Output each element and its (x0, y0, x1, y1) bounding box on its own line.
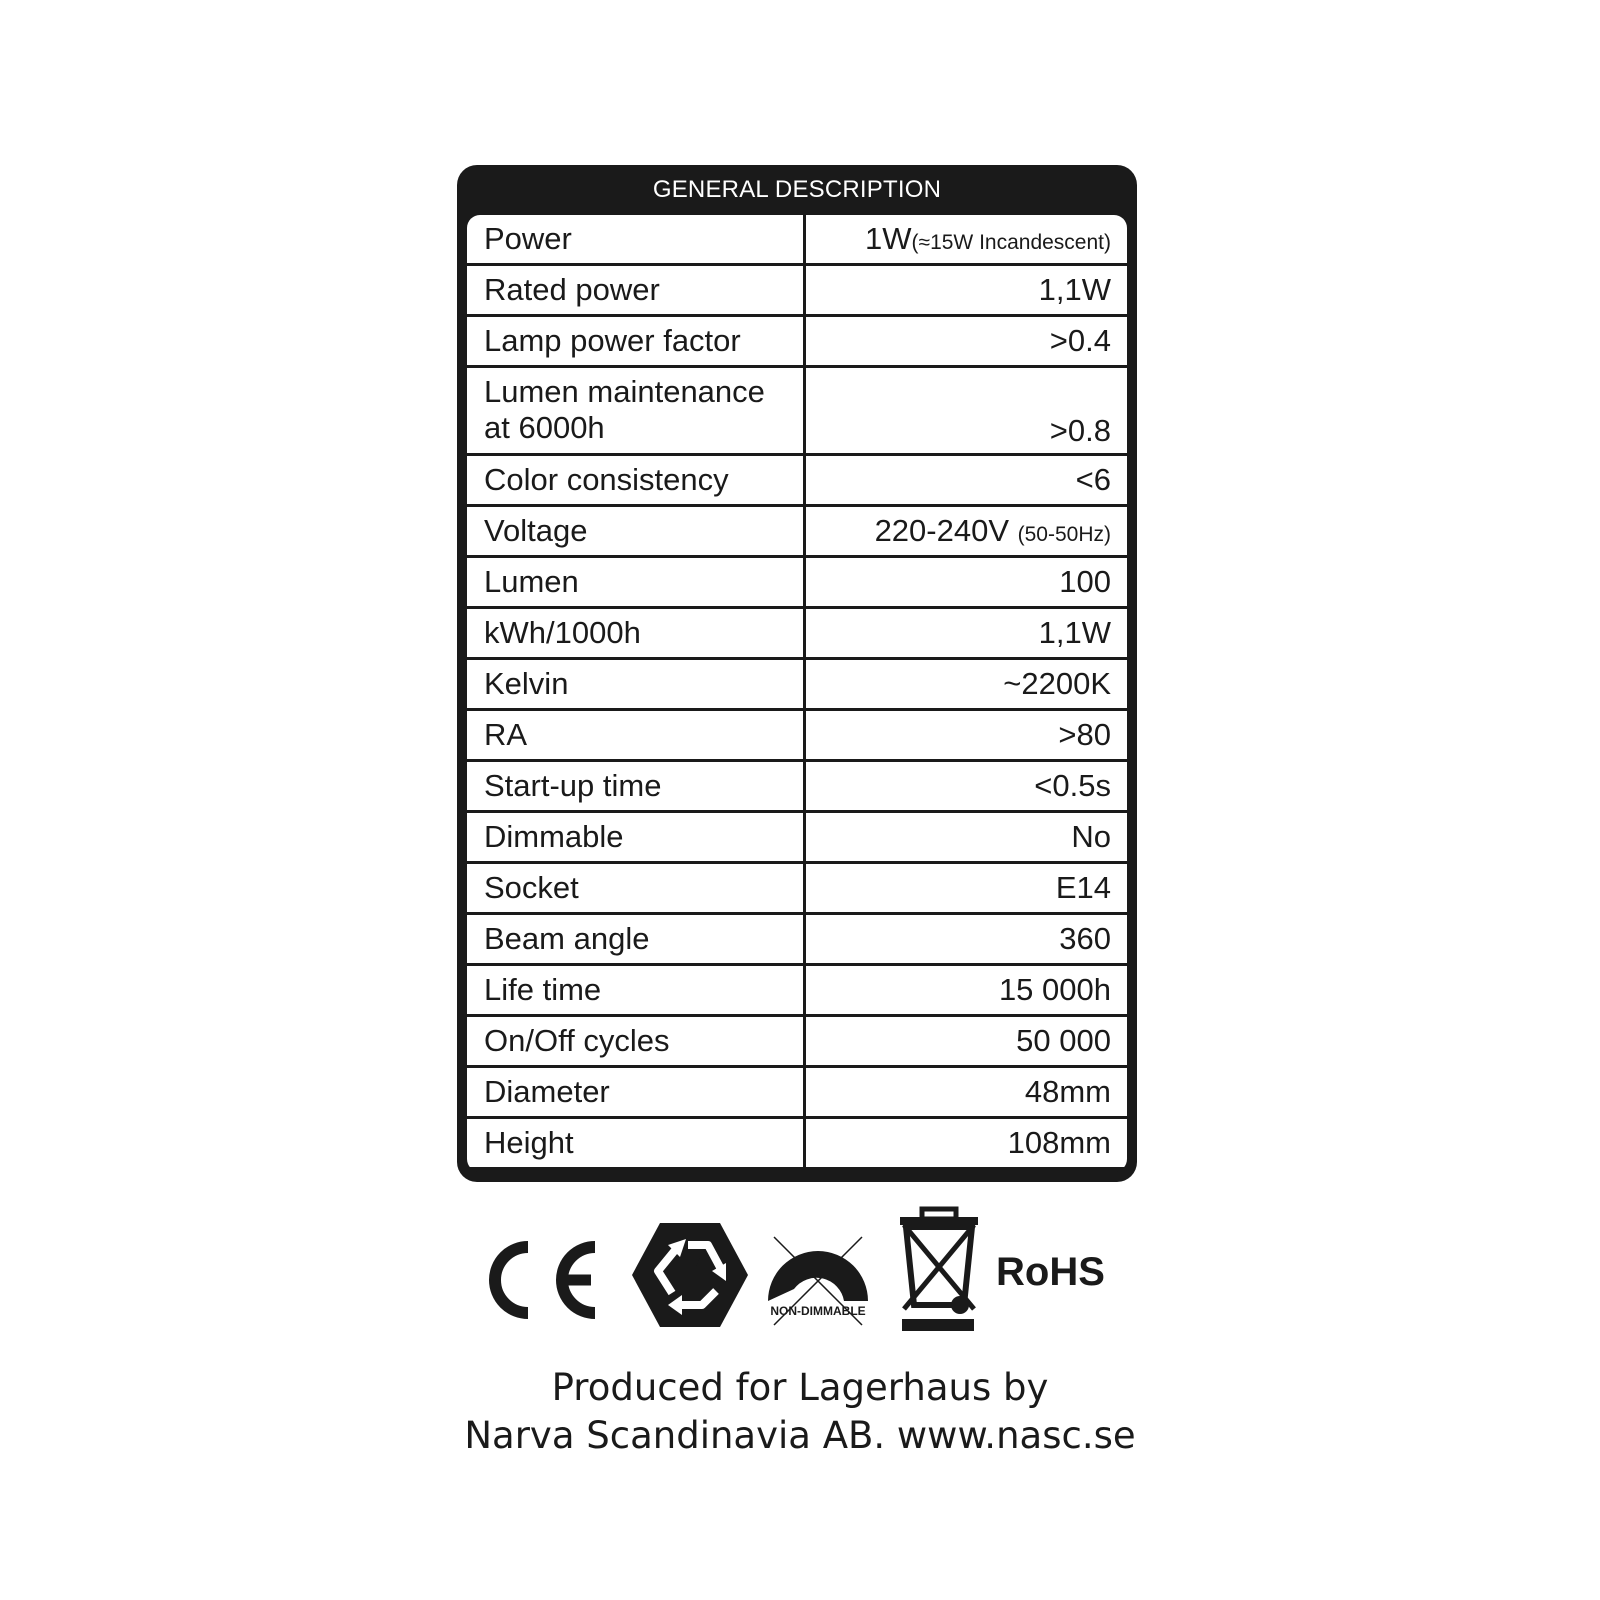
spec-value-main: 220-240V (874, 513, 1018, 548)
spec-label: Kelvin (467, 660, 803, 708)
spec-label: Socket (467, 864, 803, 912)
spec-value: <6 (806, 456, 1127, 504)
spec-row-kelvin (467, 660, 1127, 708)
spec-row-startup-time (467, 762, 1127, 810)
spec-label: Power (467, 215, 803, 263)
spec-label: Life time (467, 966, 803, 1014)
spec-row-height (467, 1119, 1127, 1167)
spec-table (467, 215, 1127, 1172)
ce-mark-icon (483, 1235, 603, 1325)
spec-value-note: (≈15W Incandescent) (911, 231, 1111, 254)
spec-value: 48mm (806, 1068, 1127, 1116)
certification-icons (480, 1205, 1120, 1345)
rohs-label: RoHS (996, 1250, 1105, 1294)
non-dimmable-icon (762, 1233, 874, 1333)
spec-label: On/Off cycles (467, 1017, 803, 1065)
spec-label: Rated power (467, 266, 803, 314)
recycle-icon (630, 1219, 750, 1331)
spec-label-line1: Lumen maintenance (484, 374, 765, 409)
spec-value: >80 (806, 711, 1127, 759)
footer-line-1: Produced for Lagerhaus by (551, 1366, 1049, 1409)
spec-label: Lamp power factor (467, 317, 803, 365)
spec-label: Color consistency (467, 456, 803, 504)
spec-value: 108mm (806, 1119, 1127, 1167)
spec-label: kWh/1000h (467, 609, 803, 657)
spec-label: Beam angle (467, 915, 803, 963)
rohs-icon (994, 1235, 1114, 1305)
spec-value: E14 (806, 864, 1127, 912)
spec-value: 360 (806, 915, 1127, 963)
spec-row-kwh (467, 609, 1127, 657)
spec-value: 1,1W (806, 266, 1127, 314)
spec-value: <0.5s (806, 762, 1127, 810)
spec-value-main: >0.8 (1049, 413, 1111, 448)
spec-value: >0.4 (806, 317, 1127, 365)
spec-value (806, 507, 1127, 555)
spec-label: Start-up time (467, 762, 803, 810)
weee-bin-icon (894, 1205, 984, 1335)
spec-label: Voltage (467, 507, 803, 555)
spec-row-power (467, 215, 1127, 263)
non-dimmable-label: NON-DIMMABLE (770, 1304, 866, 1318)
spec-value: 1,1W (806, 609, 1127, 657)
footer (400, 1364, 1200, 1460)
spec-header: GENERAL DESCRIPTION (652, 176, 942, 203)
spec-value: 100 (806, 558, 1127, 606)
spec-value (806, 368, 1127, 453)
spec-value: 15 000h (806, 966, 1127, 1014)
spec-value: No (806, 813, 1127, 861)
spec-label: Diameter (467, 1068, 803, 1116)
spec-label: Height (467, 1119, 803, 1167)
spec-label: Lumen (467, 558, 803, 606)
spec-row-diameter (467, 1068, 1127, 1116)
spec-label-line2: at 6000h (484, 410, 605, 445)
spec-row-lumen (467, 558, 1127, 606)
spec-row-on-off-cycles (467, 1017, 1127, 1065)
spec-label: RA (467, 711, 803, 759)
spec-value: 50 000 (806, 1017, 1127, 1065)
spec-row-voltage (467, 507, 1127, 555)
spec-value-note: (50-50Hz) (1017, 523, 1111, 546)
spec-row-power-factor (467, 317, 1127, 365)
spec-card (457, 165, 1137, 1182)
spec-value (806, 215, 1127, 263)
spec-label (467, 368, 803, 453)
spec-row-life-time (467, 966, 1127, 1014)
spec-row-lumen-maintenance (467, 368, 1127, 453)
spec-row-rated-power (467, 266, 1127, 314)
spec-row-beam-angle (467, 915, 1127, 963)
spec-row-color-consistency (467, 456, 1127, 504)
spec-row-ra (467, 711, 1127, 759)
spec-label: Dimmable (467, 813, 803, 861)
spec-value: ~2200K (806, 660, 1127, 708)
spec-row-socket (467, 864, 1127, 912)
spec-row-dimmable (467, 813, 1127, 861)
spec-value-main: 1W (865, 221, 912, 256)
footer-line-2: Narva Scandinavia AB. www.nasc.se (464, 1414, 1136, 1457)
